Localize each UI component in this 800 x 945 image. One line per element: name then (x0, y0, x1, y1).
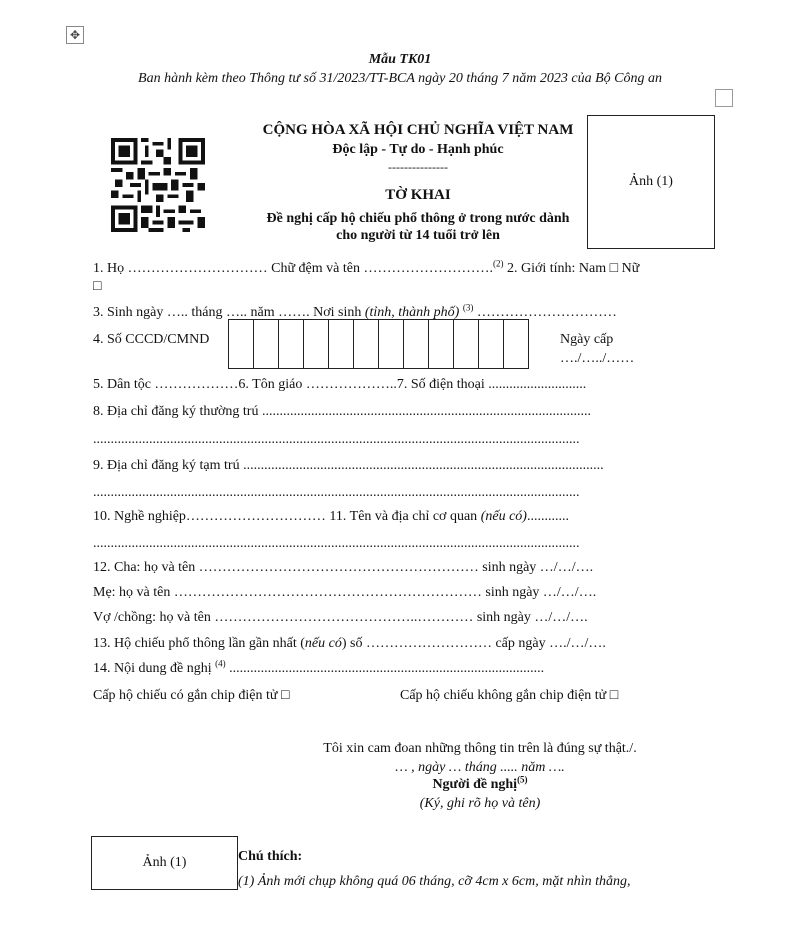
id-digit-box[interactable] (429, 320, 454, 368)
form-title: TỜ KHAI (385, 187, 451, 203)
field-spouse: Vợ /chồng: họ và tên ……………………………………..………… sinh ngày …/…/…. (93, 610, 588, 625)
id-digit-box[interactable] (329, 320, 354, 368)
id-digit-box[interactable] (379, 320, 404, 368)
id-digit-box[interactable] (354, 320, 379, 368)
field-father: 12. Cha: họ và tên …………………………………………………… sinh ngày …/…/…. (93, 560, 594, 575)
move-handle-icon[interactable]: ✥ (66, 26, 84, 44)
field-request-content (93, 658, 545, 677)
field-temporary-address-line2: ........................................................................................................................................... (93, 485, 580, 500)
field-previous-passport-label: 13. Hộ chiếu phổ thông lần gần nhất ( (93, 636, 305, 651)
id-issue-date-value: …./…../…… (560, 351, 635, 366)
field-previous-passport-dots: ) số ……………………… cấp ngày …./…/…. (341, 636, 606, 651)
note-ref-4: (4) (215, 658, 226, 669)
photo-box-bottom (91, 836, 238, 890)
field-full-name: 1. Họ ………………………… Chữ đệm và tên ………………………. (93, 261, 493, 276)
field-request-label: 14. Nội dung đề nghị (93, 661, 216, 676)
field-workplace-hint: (nếu có) (480, 509, 527, 524)
notes-title: Chú thích: (238, 849, 303, 864)
id-digit-box[interactable] (229, 320, 254, 368)
signer-title (240, 774, 720, 793)
option-chip-passport[interactable]: Cấp hộ chiếu có gắn chip điện tử □ (93, 688, 290, 703)
field-previous-passport (93, 636, 606, 652)
qr-code-icon (111, 138, 205, 232)
header-separator: --------------- (388, 160, 448, 174)
field-gender: 2. Giới tính: Nam □ Nữ (503, 261, 640, 276)
field-temporary-address: 9. Địa chỉ đăng ký tạm trú ....................................................................................................... (93, 458, 604, 473)
field-permanent-address-line2: ........................................................................................................................................... (93, 432, 580, 447)
id-digit-box[interactable] (479, 320, 504, 368)
field-occupation-workplace (93, 509, 569, 525)
field-birth-place-dots: ………………………… (473, 305, 617, 320)
id-digit-box[interactable] (254, 320, 279, 368)
field-request-dots: .......................................................................................... (225, 661, 545, 676)
form-subtitle-line1: Đề nghị cấp hộ chiếu phổ thông ở trong nước dành (266, 211, 570, 226)
photo-label: Ảnh (1) (629, 174, 673, 189)
id-number-boxes[interactable] (228, 319, 529, 369)
field-birth-date: 3. Sinh ngày ….. tháng ….. năm ……. Nơi sinh (93, 305, 365, 320)
note-1: (1) Ảnh mới chụp không quá 06 tháng, cỡ 4cm x 6cm, mặt nhìn thẳng, (238, 874, 631, 889)
field-id-label: 4. Số CCCD/CMND (93, 332, 210, 347)
country-name: CỘNG HÒA XÃ HỘI CHỦ NGHĨA VIỆT NAM (262, 122, 574, 138)
id-digit-box[interactable] (404, 320, 429, 368)
field-mother: Mẹ: họ và tên ………………………………………………………… sinh ngày …/…/…. (93, 585, 597, 600)
gender-female-checkbox[interactable]: □ (93, 279, 102, 294)
field-birth-place-hint: (tỉnh, thành phố) (364, 305, 460, 320)
id-digit-box[interactable] (454, 320, 479, 368)
form-code: Mẫu TK01 (368, 52, 432, 67)
declaration-statement: Tôi xin cam đoan những thông tin trên là đúng sự thật./. (323, 741, 637, 756)
field-workplace-dots: ............ (526, 509, 569, 524)
field-ethnicity-religion-phone: 5. Dân tộc ………………6. Tôn giáo ………………..7. Số điện thoại ............................ (93, 377, 587, 392)
note-ref-3: (3) (462, 302, 474, 313)
note-ref-2: (2) (492, 258, 504, 269)
field-previous-passport-hint: nếu có (304, 636, 342, 651)
id-issue-date-label: Ngày cấp (560, 332, 614, 347)
field-occupation: 10. Nghề nghiệp………………………… 11. Tên và địa chỉ cơ quan (93, 509, 481, 524)
photo-label: Ảnh (1) (142, 855, 187, 870)
issued-by: Ban hành kèm theo Thông tư số 31/2023/TT-BCA ngày 20 tháng 7 năm 2023 của Bộ Công an (138, 71, 662, 86)
option-no-chip-passport[interactable]: Cấp hộ chiếu không gắn chip điện tử □ (400, 688, 619, 703)
field-workplace-line2: ........................................................................................................................................... (93, 536, 580, 551)
note-ref-5: (5) (517, 774, 528, 785)
signature-note: (Ký, ghi rõ họ và tên) (419, 796, 541, 811)
field-permanent-address: 8. Địa chỉ đăng ký thường trú .............................................................................................. (93, 404, 591, 419)
field-name-gender (93, 258, 640, 277)
declaration-date: … , ngày … tháng ..... năm …. (395, 760, 565, 775)
form-subtitle-line2: cho người từ 14 tuổi trở lên (336, 228, 500, 243)
photo-box-top (587, 115, 715, 249)
id-digit-box[interactable] (504, 320, 528, 368)
corner-mark (715, 89, 733, 107)
id-digit-box[interactable] (304, 320, 329, 368)
id-digit-box[interactable] (279, 320, 304, 368)
national-motto: Độc lập - Tự do - Hạnh phúc (332, 142, 504, 157)
signer-label: Người đề nghị (432, 777, 518, 792)
